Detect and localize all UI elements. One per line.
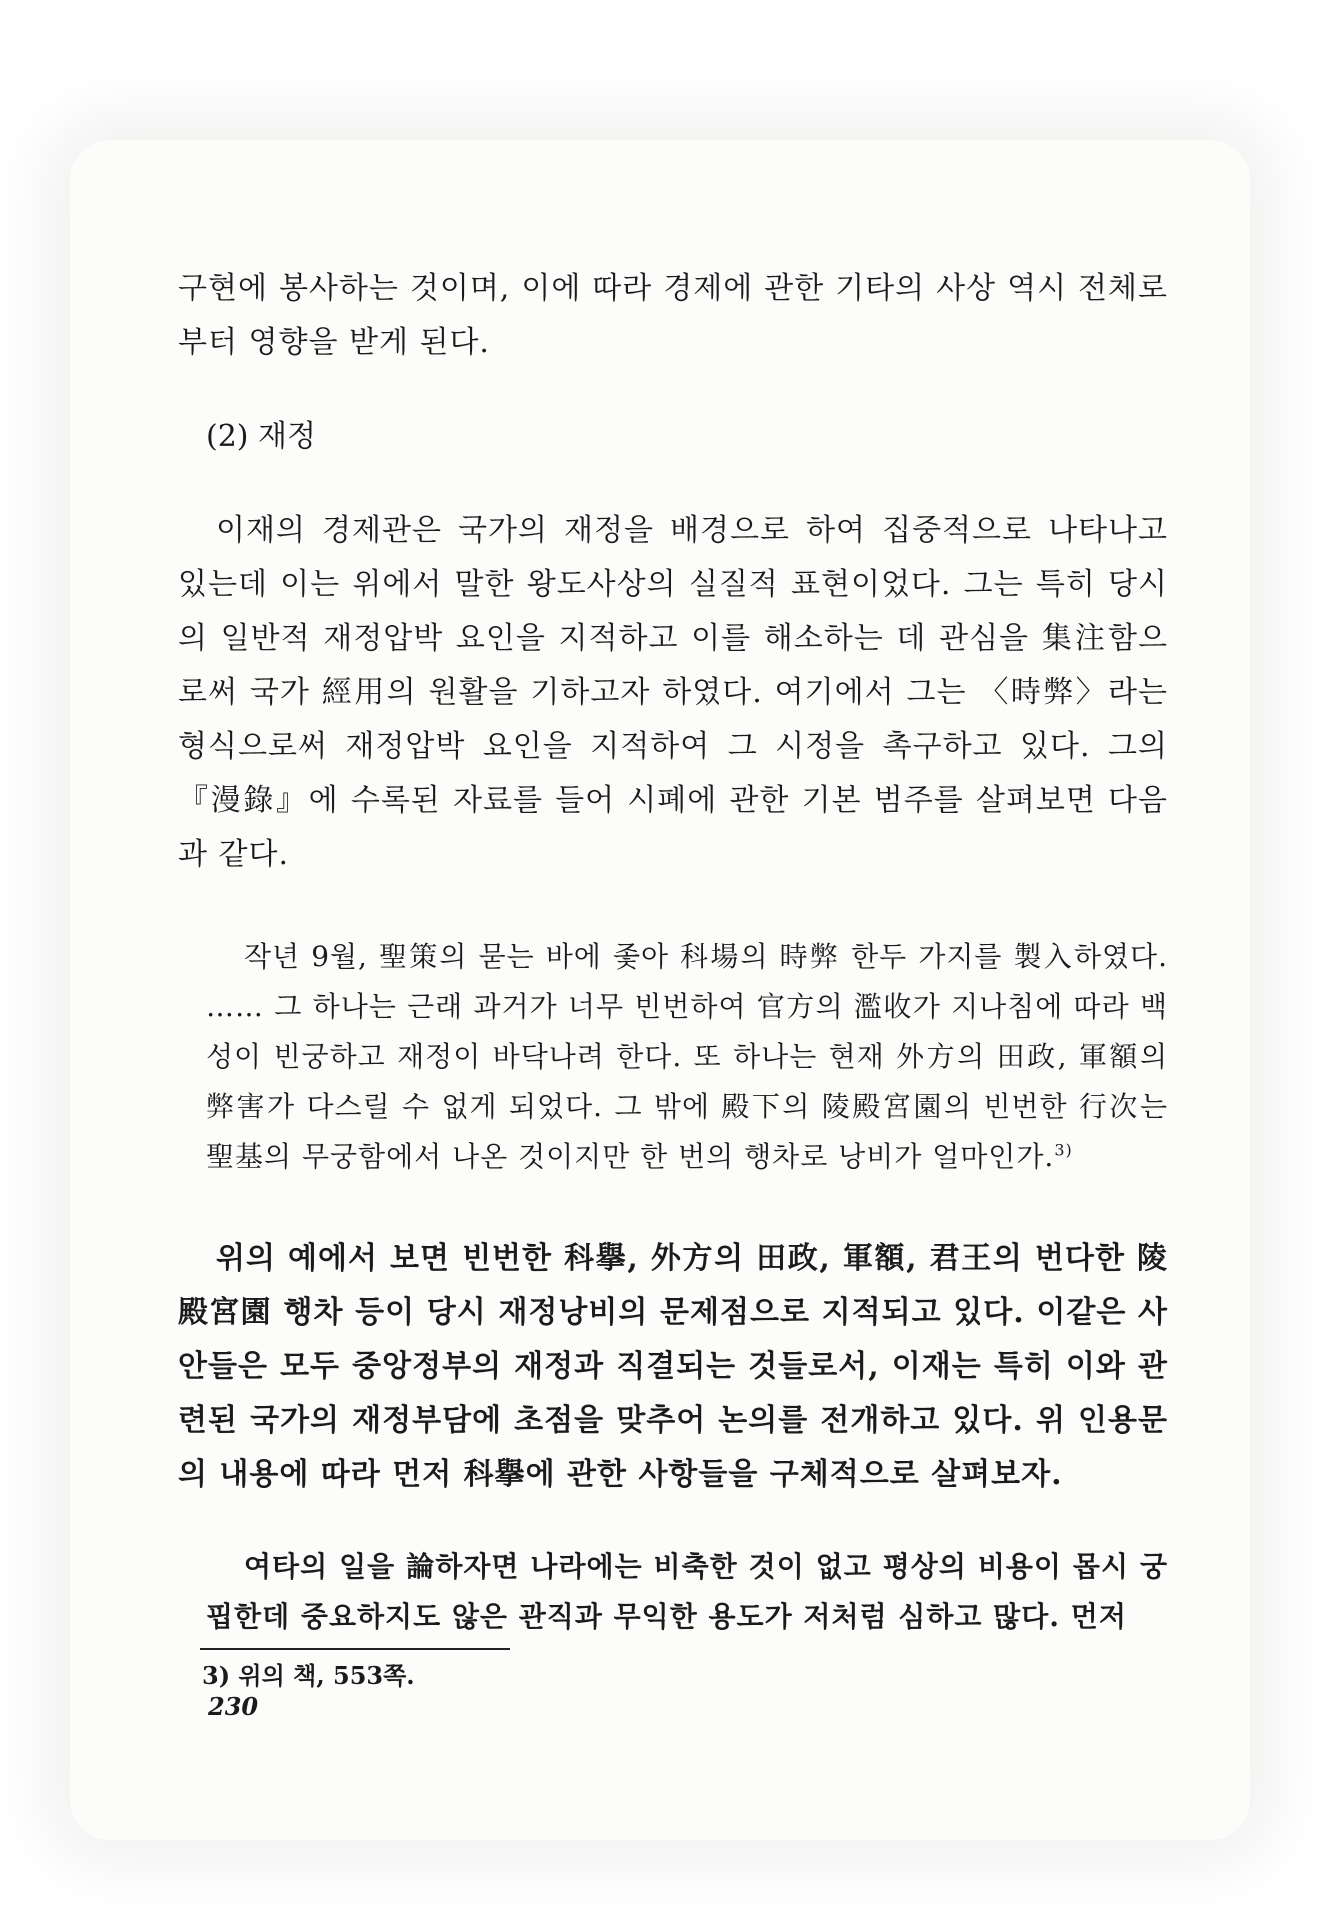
body-paragraph-2: 위의 예에서 보면 빈번한 科擧, 外方의 田政, 軍額, 君王의 번다한 陵殿宮園 행차 등이 당시 재정낭비의 문제점으로 지적되고 있다. 이같은 사안들은 모두 중앙정부의 재정과 직결되는 것들로서, 이재는 특히 이와 관련된 국가의 재정부담에 초점을 맞추어 논의를 전개하고 있다. 위 인용문의 내용에 따라 먼저 科擧에 관한 사항들을 구체적으로 살펴보자.	[178, 1241, 1168, 1492]
block-quote-1-text: 작년 9월, 聖策의 묻는 바에 좇아 科場의 時弊 한두 가지를 製入하였다. …… 그 하나는 근래 과거가 너무 빈번하여 官方의 濫收가 지나침에 따라 백성이 빈궁하고 재정이 바닥나려 한다. 또 하나는 현재 外方의 田政, 軍額의 弊害가 다스릴 수 없게 되었다. 그 밖에 殿下의 陵殿宮園의 빈번한 行次는 聖基의 무궁함에서 나온 것이지만 한 번의 행차로 낭비가 얼마인가.	[206, 940, 1168, 1173]
footnote-divider	[200, 1648, 510, 1650]
block-quote-2: 여타의 일을 論하자면 나라에는 비축한 것이 없고 평상의 비용이 몹시 궁핍한데 중요하지도 않은 관직과 무익한 용도가 저처럼 심하고 많다. 먼저	[206, 1550, 1168, 1633]
section-heading: (2) 재정	[206, 419, 316, 454]
body-paragraph-1: 이재의 경제관은 국가의 재정을 배경으로 하여 집중적으로 나타나고 있는데 이는 위에서 말한 왕도사상의 실질적 표현이었다. 그는 특히 당시의 일반적 재정압박 요인을 지적하고 이를 해소하는 데 관심을 集注함으로써 국가 經用의 원활을 기하고자 하였다. 여기에서 그는 〈時弊〉라는 형식으로써 재정압박 요인을 지적하여 그 시정을 촉구하고 있다. 그의 『漫錄』에 수록된 자료를 들어 시폐에 관한 기본 범주를 살펴보면 다음과 같다.	[178, 513, 1168, 872]
footnote-reference[interactable]: 3)	[1054, 1140, 1073, 1160]
page-number: 230	[208, 1692, 259, 1721]
block-quote-1	[178, 932, 1168, 1182]
page-content	[178, 262, 1168, 1694]
intro-paragraph: 구현에 봉사하는 것이며, 이에 따라 경제에 관한 기타의 사상 역시 전체로부터 영향을 받게 된다.	[178, 271, 1168, 360]
footnote: 3) 위의 책, 553쪽.	[202, 1661, 415, 1690]
